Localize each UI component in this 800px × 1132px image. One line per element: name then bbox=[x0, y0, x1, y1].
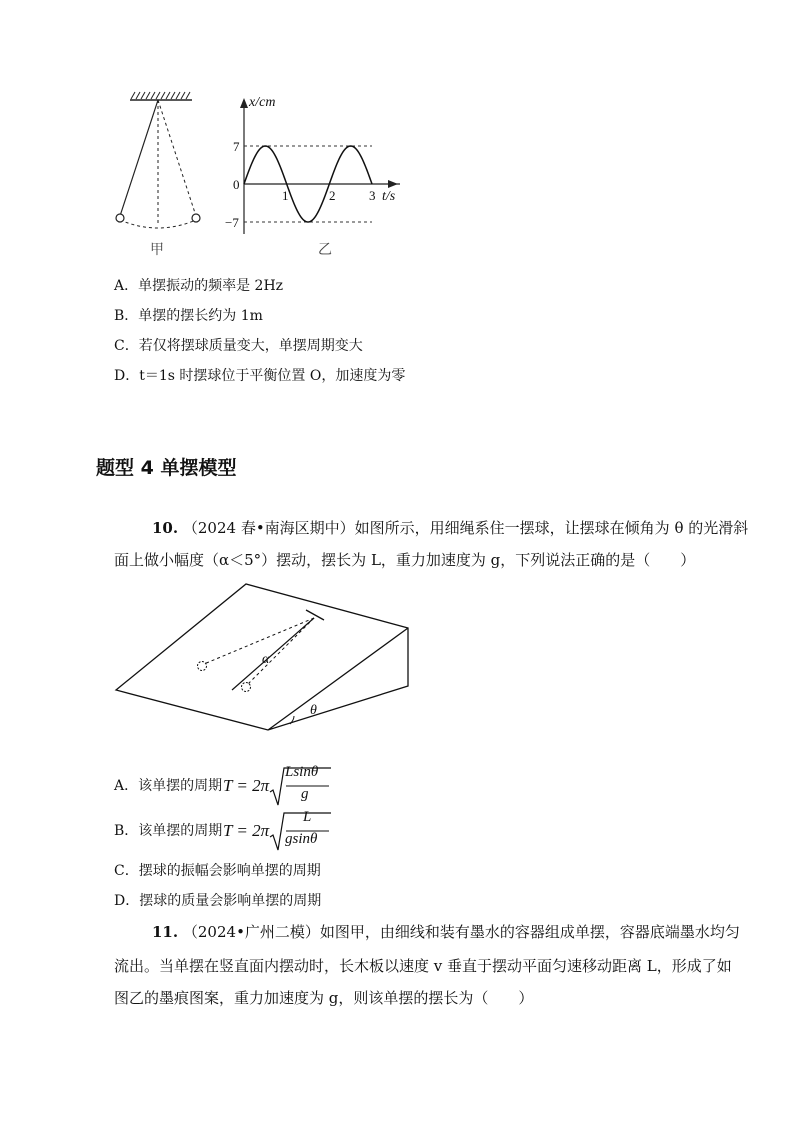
q10-option-a-formula bbox=[223, 766, 333, 806]
x-axis-label: t/s bbox=[382, 189, 396, 204]
y-axis-label: x/cm bbox=[249, 95, 276, 110]
q11-line2: 流出。当单摆在竖直面内摆动时，长木板以速度 v 垂直于摆动平面匀速移动距离 L，形成了如 bbox=[114, 957, 732, 975]
bob-right bbox=[192, 214, 200, 222]
q9-option-a[interactable]: A．单摆振动的频率是 2Hz bbox=[114, 278, 284, 294]
bob-right bbox=[242, 683, 251, 692]
y-tick-label: 0 bbox=[233, 177, 240, 192]
theta-label: θ bbox=[310, 703, 317, 718]
x-tick-label: 2 bbox=[329, 188, 336, 203]
bob-left bbox=[116, 214, 124, 222]
xt-graph bbox=[225, 95, 400, 258]
q10-option-b-text: B．该单摆的周期 bbox=[114, 823, 223, 839]
figure-incline-pendulum bbox=[110, 574, 420, 740]
y-axis-arrow bbox=[240, 98, 248, 108]
q10-line2: 面上做小幅度（α＜5°）摆动，摆长为 L，重力加速度为 g，下列说法正确的是（ ） bbox=[114, 551, 696, 569]
q11-text-line1: （2024•广州二模）如图甲，由细线和装有墨水的容器组成单摆，容器底端墨水均匀 bbox=[182, 923, 740, 941]
formula-denominator: g bbox=[301, 786, 309, 802]
q10-text-line1: （2024 春•南海区期中）如图所示，用细绳系住一摆球，让摆球在倾角为 θ 的光滑斜 bbox=[182, 519, 749, 537]
figure-pendulum-and-graph bbox=[100, 88, 400, 260]
y-tick-label: 7 bbox=[233, 139, 240, 154]
x-axis-arrow bbox=[388, 180, 398, 188]
q9-option-d[interactable]: D．t＝1s 时摆球位于平衡位置 O，加速度为零 bbox=[114, 368, 406, 384]
alpha-label: α bbox=[262, 652, 270, 667]
bob-left bbox=[198, 662, 207, 671]
q10-number: 10. bbox=[152, 519, 179, 537]
pendulum-string-solid bbox=[120, 100, 158, 216]
q10-option-a-text: A．该单摆的周期 bbox=[114, 778, 223, 794]
pendulum-string-dashed-right bbox=[158, 100, 196, 216]
q10-option-c[interactable]: C．摆球的振幅会影响单摆的周期 bbox=[114, 863, 321, 879]
formula-lhs: T = 2π bbox=[223, 821, 270, 840]
formula-numerator: L bbox=[303, 809, 312, 825]
q11-number: 11. bbox=[152, 923, 179, 941]
q11-line1 bbox=[152, 922, 740, 942]
ceiling-hatch bbox=[131, 92, 190, 99]
q10-option-a[interactable] bbox=[114, 766, 222, 806]
pendulum-string-dashed-right bbox=[248, 618, 314, 684]
q10-option-b[interactable] bbox=[114, 811, 222, 851]
section-heading: 题型 4 单摆模型 bbox=[96, 457, 237, 479]
pendulum-diagram bbox=[116, 92, 200, 258]
q11-line3: 图乙的墨痕图案，重力加速度为 g，则该单摆的摆长为（ ） bbox=[114, 989, 534, 1007]
q10-option-b-formula bbox=[223, 811, 333, 851]
formula-lhs: T = 2π bbox=[223, 776, 270, 795]
caption-jia: 甲 bbox=[150, 243, 164, 258]
x-tick-label: 3 bbox=[369, 188, 376, 203]
formula-denominator: gsinθ bbox=[285, 831, 318, 847]
q9-option-b[interactable]: B．单摆的摆长约为 1m bbox=[114, 308, 263, 324]
pendulum-string-solid bbox=[232, 618, 314, 690]
q9-option-c[interactable]: C．若仅将摆球质量变大，单摆周期变大 bbox=[114, 338, 363, 354]
string-hook bbox=[306, 610, 324, 620]
x-tick-label: 1 bbox=[282, 188, 289, 203]
q10-option-d[interactable]: D．摆球的质量会影响单摆的周期 bbox=[114, 893, 322, 909]
q10-line1 bbox=[152, 518, 748, 538]
caption-yi: 乙 bbox=[318, 243, 332, 258]
y-tick-label: −7 bbox=[225, 215, 239, 230]
pendulum-string-dashed-left bbox=[204, 618, 314, 664]
formula-numerator: Lsinθ bbox=[285, 764, 319, 780]
